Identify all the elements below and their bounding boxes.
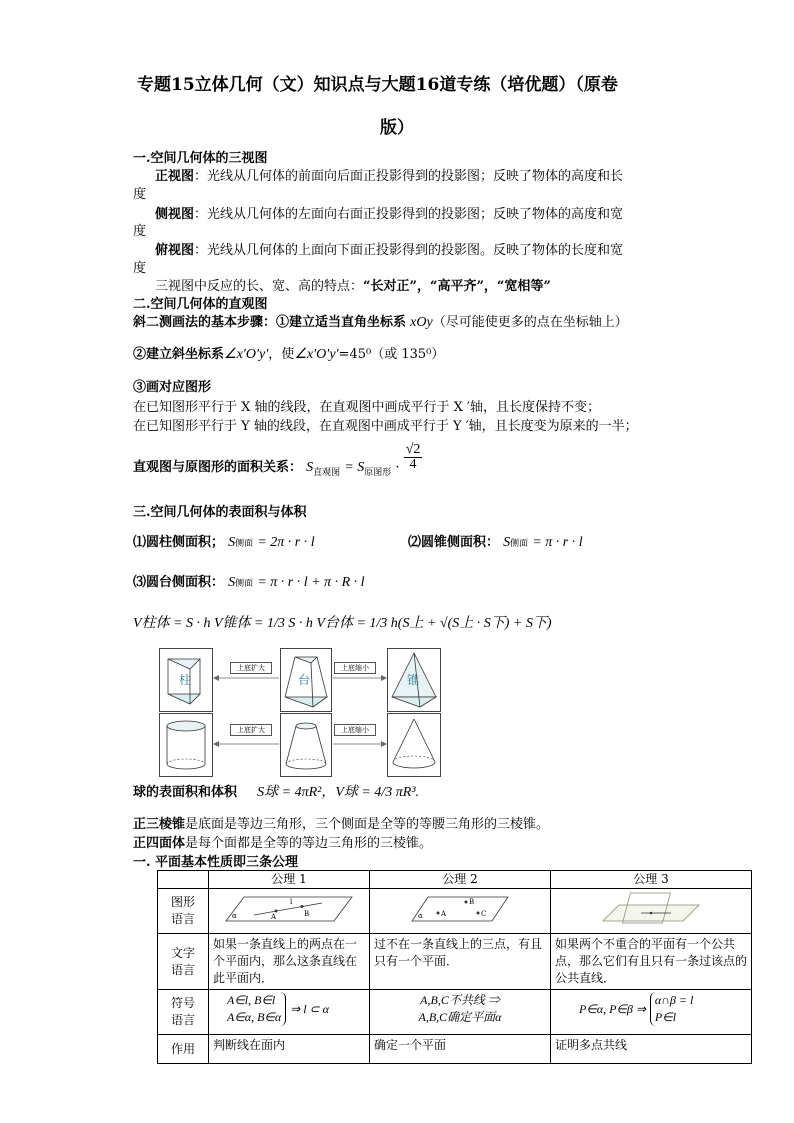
cone-figure	[387, 713, 441, 777]
fig1-l: l	[290, 898, 293, 906]
axiom-table	[157, 870, 752, 1064]
tetra-text: 是每个面都是全等的等边三角形的三棱锥。	[185, 836, 433, 851]
step2-text: ②建立斜坐标系	[133, 347, 225, 362]
label-zhu: 柱	[179, 673, 192, 687]
fig1-b: B	[304, 910, 310, 918]
area-s: S	[306, 460, 314, 475]
cylinder-area	[133, 531, 315, 551]
section1-heading: 一.空间几何体的三视图	[133, 151, 268, 166]
sym1-b: A∈α, B∈α	[227, 1010, 282, 1024]
sym1-c: ⇒ l ⊂ α	[290, 1001, 329, 1016]
plane-points-drawing	[410, 891, 510, 925]
page-title-line2: 版）	[380, 118, 414, 138]
area-dot: ·	[395, 460, 400, 475]
header-axiom3: 公理 3	[551, 871, 752, 889]
use-axiom1: 判断线在面内	[209, 1035, 370, 1064]
front-view-line	[155, 165, 623, 184]
table-row	[158, 871, 752, 889]
row-label-symbol: 符号 语言	[158, 990, 209, 1035]
symbol-axiom1	[209, 990, 370, 1035]
top-view-label: 俯视图	[155, 243, 195, 258]
feature-bold: “长对正”，“高平齐”，“宽相等”	[363, 279, 551, 294]
fig1-alpha: α	[232, 912, 237, 920]
fig2-c: C	[481, 910, 487, 918]
use-axiom2: 确定一个平面	[370, 1035, 551, 1064]
figure-axiom3	[551, 889, 752, 934]
sym3-c: P∈l	[654, 1010, 677, 1024]
text-axiom2: 过不在一条直线上的三点，有且只有一个平面．	[370, 934, 551, 990]
fig2-alpha: α	[418, 912, 423, 920]
symbol-axiom2	[370, 990, 551, 1035]
table-corner	[158, 871, 209, 889]
sphere-line	[133, 781, 419, 801]
cone-area	[408, 531, 583, 551]
section4-heading: 一. 平面基本性质即三条公理	[133, 855, 299, 870]
sym3-a: P∈α, P∈β ⇒	[579, 1001, 646, 1016]
table-row	[158, 1035, 752, 1064]
figure-axiom1	[209, 889, 370, 934]
three-view-feature	[155, 275, 551, 294]
row-label-use: 作用	[158, 1035, 209, 1064]
table-row	[158, 990, 752, 1035]
text-axiom1: 如果一条直线上的两点在一个平面内，那么这条直线在此平面内．	[209, 934, 370, 990]
cone-sub: 侧面	[510, 539, 529, 549]
cylinder-s: S	[228, 535, 236, 550]
area-relation	[133, 442, 422, 478]
label-tai: 台	[298, 673, 311, 687]
tetra-bold: 正四面体	[133, 836, 186, 851]
figure-axiom2	[370, 889, 551, 934]
step1-note: （尽可能使更多的点在坐标轴上）	[432, 315, 628, 330]
section2-heading: 二.空间几何体的直观图	[133, 297, 268, 312]
volume-formulas: V柱体 = S · h V锥体 = 1/3 S · h V台体 = 1/3 h(S上 + √(S上 · S下) + S下)	[133, 616, 552, 631]
table-row	[158, 889, 752, 934]
step2-mid: ，使	[268, 347, 295, 362]
tri-pyr-text: 是底面是等边三角形，三个侧面是全等的等腰三角形的三棱锥。	[185, 817, 550, 832]
top-view-text: ：光线从几何体的上面向下面正投影得到的投影图。反映了物体的长度和宽	[194, 243, 624, 258]
arrow-label-2: 上底缩小	[334, 662, 376, 674]
sym3-group	[555, 992, 747, 1026]
fig1-a: A	[271, 913, 277, 921]
sym1-group	[213, 992, 365, 1026]
step-label: 斜二测画法的基本步骤：	[133, 315, 277, 330]
frustum-rhs: = π · r · l + π · R · l	[257, 575, 365, 590]
front-view-text: ：光线从几何体的前面向后面正投影得到的投影图；反映了物体的高度和长	[194, 169, 624, 184]
side-view-label: 侧视图	[155, 207, 195, 222]
cylinder-label: ⑴圆柱侧面积；	[133, 535, 225, 550]
frustum-area	[133, 571, 365, 591]
pyramid-figure	[387, 648, 441, 712]
prism-figure	[159, 648, 213, 712]
step1-text: ①建立适当直角坐标系	[276, 315, 407, 330]
two-planes-drawing	[601, 891, 701, 925]
sym1-a: A∈l, B∈l	[227, 993, 276, 1007]
area-sub2: 原图形	[364, 468, 392, 478]
plane-line-drawing	[224, 891, 354, 925]
step2-val: =45⁰（或 135⁰）	[338, 347, 445, 362]
area-num: √2	[405, 442, 421, 457]
step2-math2: ∠x′O′y′	[294, 347, 339, 362]
text-axiom3: 如果两个不重合的平面有一个公共点，那么它们有且只有一条过该点的公共直线．	[551, 934, 752, 990]
step2-math1: ∠x′O′y′	[224, 347, 269, 362]
frustum-label: ⑶圆台侧面积：	[133, 575, 225, 590]
row-label-text: 文字 语言	[158, 934, 209, 990]
area-sub1: 直观图	[313, 468, 341, 478]
sphere-label: 球的表面积和体积	[133, 785, 238, 800]
label-zhui: 锥	[407, 673, 420, 687]
cone-rhs: = π · r · l	[532, 535, 583, 550]
step3-heading: ③画对应图形	[133, 380, 212, 395]
header-axiom2: 公理 2	[370, 871, 551, 889]
area-den: 4	[409, 457, 417, 472]
use-axiom3: 证明多点共线	[551, 1035, 752, 1064]
top-view-line	[155, 239, 623, 258]
tri-pyr-bold: 正三棱锥	[133, 817, 186, 832]
table-row	[158, 934, 752, 990]
header-axiom1: 公理 1	[209, 871, 370, 889]
arrow-label-4: 上底缩小	[334, 724, 376, 736]
cylinder-drawing	[160, 714, 212, 776]
top-view-tail: 度	[133, 261, 147, 276]
area-fraction	[404, 443, 423, 472]
cylinder-rhs: = 2π · r · l	[257, 535, 315, 550]
side-view-tail: 度	[133, 224, 147, 239]
fig2-b: B	[469, 898, 475, 906]
frustum-sub: 侧面	[235, 579, 254, 589]
page-title-line1: 专题15立体几何（文）知识点与大题16道专练（培优题）（原卷	[137, 75, 618, 95]
step1-line	[133, 311, 628, 331]
side-view-line	[155, 203, 623, 222]
section3-heading: 三.空间几何体的表面积与体积	[133, 505, 307, 520]
symbol-axiom3	[551, 990, 752, 1035]
step1-math: xOy	[410, 315, 433, 330]
cone-label: ⑵圆锥侧面积：	[408, 535, 500, 550]
front-view-label: 正视图	[155, 169, 195, 184]
cone-s: S	[503, 535, 511, 550]
arrow-label-3: 上底扩大	[230, 724, 272, 736]
sym3-b: α∩β = l	[654, 993, 694, 1007]
arrow-label-1: 上底扩大	[230, 662, 272, 674]
cylinder-figure	[159, 713, 213, 777]
line-x-rule: 在已知图形平行于 X 轴的线段，在直观图中画成平行于 X ′轴，且长度保持不变；	[133, 400, 600, 415]
row-label-figure: 图形 语言	[158, 889, 209, 934]
fig2-a: A	[441, 910, 447, 918]
feature-text: 三视图中反应的长、宽、高的特点：	[155, 279, 364, 294]
cone-drawing	[388, 714, 440, 776]
step2-line	[133, 343, 444, 363]
cylinder-sub: 侧面	[235, 539, 254, 549]
frustum-s: S	[228, 575, 236, 590]
sphere-formula: S球 = 4πR²，V球 = 4/3 πR³.	[257, 785, 420, 800]
area-label: 直观图与原图形的面积关系：	[133, 460, 303, 475]
regular-tetrahedron	[133, 832, 432, 851]
sym2-a: A,B,C不共线 ⇒	[420, 993, 500, 1007]
area-eq: = S	[344, 460, 365, 475]
side-view-text: ：光线从几何体的左面向右面正投影得到的投影图；反映了物体的高度和宽	[194, 207, 624, 222]
regular-tri-pyramid	[133, 813, 549, 832]
sym2-b: A,B,C确定平面α	[418, 1010, 502, 1024]
line-y-rule: 在已知图形平行于 Y 轴的线段，在直观图中画成平行于 Y ′轴，且长度变为原来的一半；	[133, 419, 638, 434]
front-view-tail: 度	[133, 187, 147, 202]
